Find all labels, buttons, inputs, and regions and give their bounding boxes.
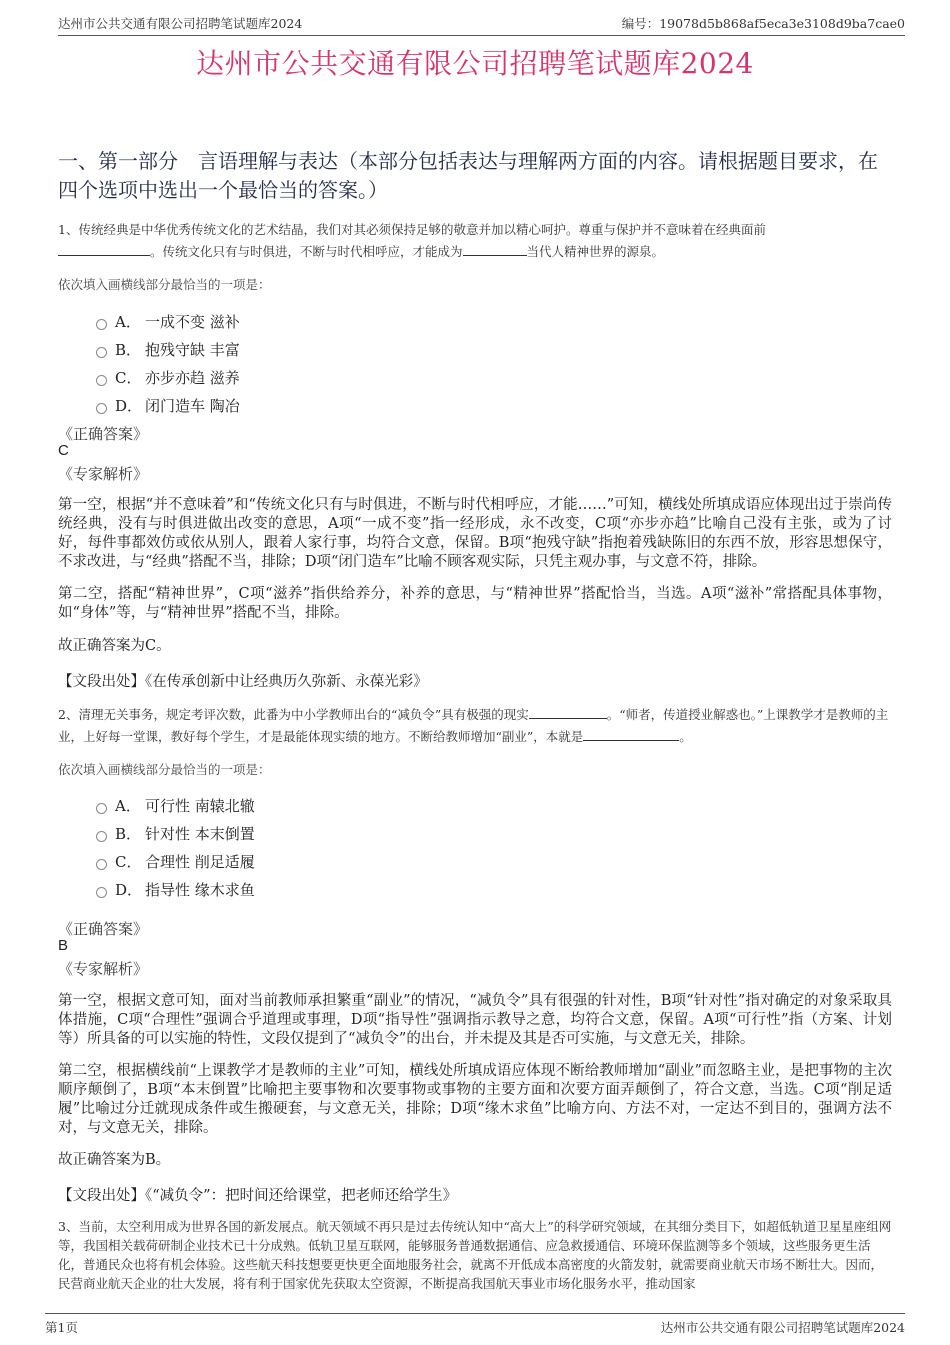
footer-doc-title: 达州市公共交通有限公司招聘笔试题库2024	[660, 1320, 905, 1335]
fill-blank	[463, 243, 527, 256]
question-1-prompt: 依次填入画横线部分最恰当的一项是：	[58, 277, 271, 292]
radio-icon[interactable]	[96, 375, 107, 386]
analysis-label: 《专家解析》	[58, 960, 149, 978]
source-citation: 【文段出处】《在传承创新中让经典历久弥新、永葆光彩》	[58, 674, 428, 690]
page-number: 第1页	[45, 1320, 78, 1335]
radio-icon[interactable]	[96, 319, 107, 330]
radio-icon[interactable]	[96, 403, 107, 414]
analysis-paragraph: 第一空，根据文意可知，面对当前教师承担繁重“副业”的情况，“减负令”具有很强的针对性，B项“针对性”指对确定的对象采取具体措施，C项“合理性”强调合乎道理或事理，D项“指导性”强调指示教导之意，均符合文意，保留。A项“可行性”指（方案、计划等）所具备的可以实施的特性，文段仅提到了“减负令”的出台，并未提及其是否可实施，与文意无关，排除。	[58, 993, 892, 1047]
analysis-paragraph: 第一空，根据“并不意味着”和“传统文化只有与时俱进，不断与时代相呼应，才能……”可知，横线处所填成语应体现出过于崇尚传统经典，没有与时俱进做出改变的意思，A项“一成不变”指一经形成，永不改变，C项“亦步亦趋”比喻自己没有主张，或为了讨好，每件事都效仿或依从别人，跟着人家行事，均符合文意，保留。B项“抱残守缺”指抱着残缺陈旧的东西不放，形容思想保守，不求改进，与“经典”搭配不当，排除；D项“闭门造车”比喻不顾客观实际，只凭主观办事，与文意不符，排除。	[58, 497, 892, 570]
radio-icon[interactable]	[96, 347, 107, 358]
fill-blank	[529, 706, 607, 719]
fill-blank	[583, 728, 679, 741]
header-doc-id: 编号：19078d5b868af5eca3e3108d9ba7cae0	[621, 16, 905, 31]
fill-blank	[58, 243, 150, 256]
question-2-prompt: 依次填入画横线部分最恰当的一项是：	[58, 762, 271, 777]
option-c[interactable]: C． 合理性 削足适履	[96, 851, 255, 872]
option-a[interactable]: A． 可行性 南辕北辙	[96, 795, 255, 816]
radio-icon[interactable]	[96, 887, 107, 898]
answer-label: 《正确答案》	[58, 425, 149, 443]
conclusion: 故正确答案为C。	[58, 638, 171, 654]
answer-value: C	[58, 442, 69, 459]
page-title: 达州市公共交通有限公司招聘笔试题库2024	[196, 47, 754, 80]
header-doc-title: 达州市公共交通有限公司招聘笔试题库2024	[58, 16, 303, 31]
option-d[interactable]: D． 闭门造车 陶冶	[96, 395, 240, 416]
question-1-stem: 1、传统经典是中华优秀传统文化的艺术结晶，我们对其必须保持足够的敬意并加以精心呵护。尊重与保护并不意味着在经典面前 。传统文化只有与时俱进，不断与时代相呼应，才能成为 当代人精神世界的源泉。	[58, 222, 766, 259]
option-c[interactable]: C． 亦步亦趋 滋养	[96, 367, 240, 388]
page-footer	[45, 1313, 905, 1336]
radio-icon[interactable]	[96, 803, 107, 814]
option-d[interactable]: D． 指导性 缘木求鱼	[96, 879, 255, 900]
analysis-paragraph: 第二空，根据横线前“上课教学才是教师的主业”可知，横线处所填成语应体现不断给教师增加“副业”而忽略主业，是把事物的主次顺序颠倒了，B项“本末倒置”比喻把主要事物和次要事物或事物的主要方面和次要方面弄颠倒了，符合文意，当选。C项“削足适履”比喻过分迁就现成条件或生搬硬套，与文意无关，排除；D项“缘木求鱼”比喻方向、方法不对，一定达不到目的，强调方法不对，与文意无关，排除。	[58, 1063, 892, 1136]
answer-value: B	[58, 937, 69, 954]
section-heading: 一、第一部分 言语理解与表达（本部分包括表达与理解两方面的内容。请根据题目要求，在四个选项中选出一个最恰当的答案。）	[58, 149, 878, 202]
radio-icon[interactable]	[96, 859, 107, 870]
source-citation: 【文段出处】《“减负令”：把时间还给课堂，把老师还给学生》	[58, 1188, 458, 1204]
option-b[interactable]: B． 抱残守缺 丰富	[96, 339, 240, 360]
option-b[interactable]: B． 针对性 本末倒置	[96, 823, 255, 844]
option-a[interactable]: A． 一成不变 滋补	[96, 311, 240, 332]
radio-icon[interactable]	[96, 831, 107, 842]
analysis-paragraph: 第二空，搭配“精神世界”，C项“滋养”指供给养分，补养的意思，与“精神世界”搭配恰当，当选。A项“滋补”常搭配具体事物，如“身体”等，与“精神世界”搭配不当，排除。	[58, 586, 892, 621]
conclusion: 故正确答案为B。	[58, 1152, 171, 1168]
page-header	[58, 14, 905, 36]
question-3-stem: 3、当前，太空利用成为世界各国的新发展点。航天领域不再只是过去传统认知中“高大上”的科学研究领域，在其细分类目下，如超低轨道卫星星座组网等，我国相关载荷研制企业技术已十分成熟。低轨卫星互联网，能够服务普通数据通信、应急救援通信、环境环保监测等多个领域，这些服务更生活化，普通民众也将有机会体验。这些航天科技想要更快更全面地服务社会，就离不开低成本高密度的火箭发射，就需要商业航天市场不断壮大。因而，民营商业航天企业的壮大发展，将有利于国家优先获取太空资源，不断提高我国航天事业市场化服务水平，推动国家	[58, 1219, 892, 1291]
analysis-label: 《专家解析》	[58, 465, 149, 483]
question-2-stem: 2、清理无关事务，规定考评次数，此番为中小学教师出台的“减负令”具有极强的现实 。“师者，传道授业解惑也。”上课教学才是教师的主业，上好每一堂课，教好每个学生，才是最能体现实绩的地方。不断给教师增加“副业”，本就是 。	[58, 707, 889, 744]
answer-label: 《正确答案》	[58, 920, 149, 938]
